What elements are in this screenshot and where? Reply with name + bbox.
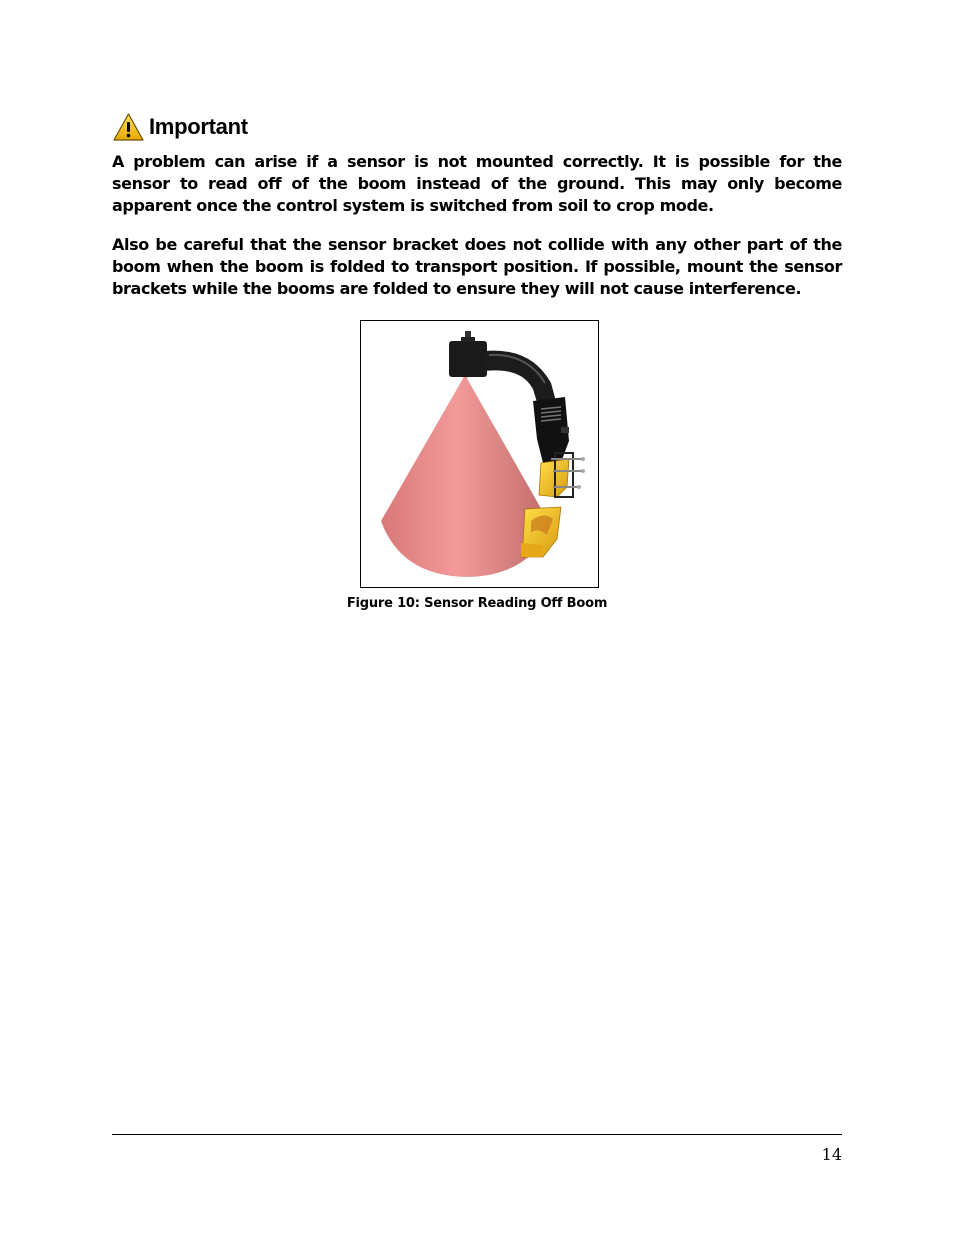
warning-triangle-icon	[112, 112, 145, 142]
figure-sensor-reading-off-boom	[360, 320, 599, 588]
footer-divider	[112, 1134, 842, 1135]
paragraph-bracket-collision: Also be careful that the sensor bracket does not collide with any other part of the boom when the boom is folded to transport position. If possible, mount the sensor brackets while the booms are folded to ensure they will not cause interference.	[112, 235, 842, 298]
important-title: Important	[149, 114, 248, 139]
paragraph-sensor-mounting: A problem can arise if a sensor is not mounted correctly. It is possible for the sensor to read off of the boom instead of the ground. This may only become apparent once the control system is switched from soil to crop mode.	[112, 152, 842, 215]
sensor-head	[449, 341, 487, 377]
important-heading	[112, 112, 248, 142]
sensor-illustration	[361, 321, 598, 587]
figure-caption: Figure 10: Sensor Reading Off Boom	[346, 596, 608, 611]
page-number: 14	[821, 1145, 842, 1164]
